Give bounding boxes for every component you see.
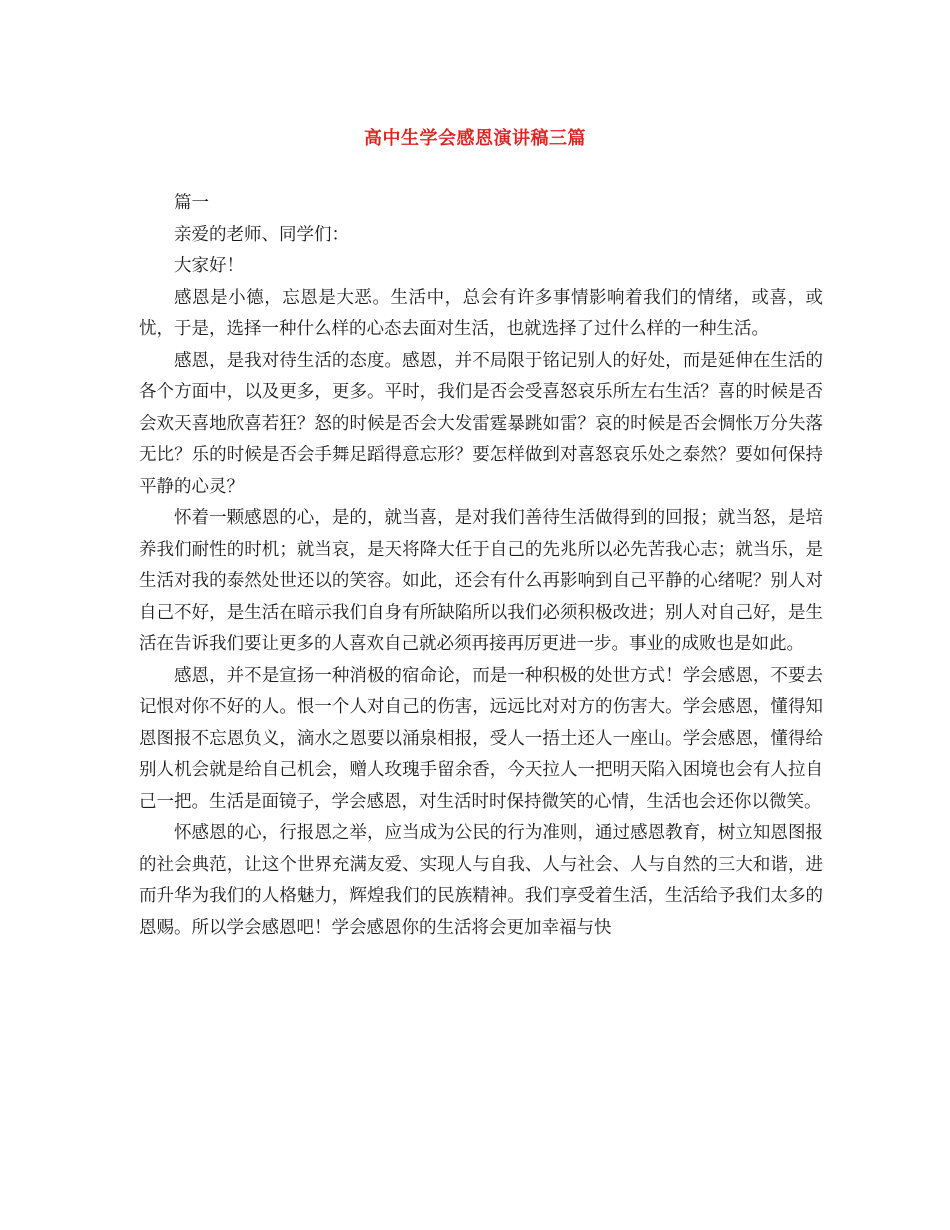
paragraph-4: 感恩，并不是宣扬一种消极的宿命论，而是一种积极的处世方式！学会感恩，不要去记恨对你不好的人。恨一个人对自己的伤害，远远比对对方的伤害大。学会感恩，懂得知恩图报不忘恩负义，滴水之恩要以涌泉相报，受人一捂土还人一座山。学会感恩，懂得给别人机会就是给自己机会，赠人玫瑰手留余香，今天拉人一把明天陷入困境也会有人拉自己一把。生活是面镜子，学会感恩，对生活时时保持微笑的心情，生活也会还你以微笑。 xyxy=(139,665,823,812)
document-body xyxy=(139,188,823,944)
document-title: 高中生学会感恩演讲稿三篇 xyxy=(364,128,586,149)
salutation: 亲爱的老师、同学们： xyxy=(174,224,349,245)
paragraph-5: 怀感恩的心，行报恩之举，应当成为公民的行为准则，通过感恩教育，树立知恩图报的社会典范，让这个世界充满友爱、实现人与自我、人与社会、人与自然的三大和谐，进而升华为我们的人格魅力，辉煌我们的民族精神。我们享受着生活，生活给予我们太多的恩赐。所以学会感恩吧！学会感恩你的生活将会更加幸福与快 xyxy=(139,823,823,938)
greeting: 大家好！ xyxy=(174,256,244,276)
paragraph-1: 感恩是小德，忘恩是大恶。生活中，总会有许多事情影响着我们的情绪，或喜，或忧，于是，选择一种什么样的心态去面对生活，也就选择了过什么样的一种生活。 xyxy=(139,287,823,339)
paragraph-2: 感恩，是我对待生活的态度。感恩，并不局限于铭记别人的好处，而是延伸在生活的各个方面中，以及更多，更多。平时，我们是否会受喜怒哀乐所左右生活？喜的时候是否会欢天喜地欣喜若狂？怒的时候是否会大发雷霆暴跳如雷？哀的时候是否会惆怅万分失落无比？乐的时候是否会手舞足蹈得意忘形？要怎样做到对喜怒哀乐处之泰然？要如何保持平静的心灵？ xyxy=(139,350,823,497)
section-label: 篇一 xyxy=(174,193,209,213)
paragraph-3: 怀着一颗感恩的心，是的，就当喜，是对我们善待生活做得到的回报；就当怒，是培养我们耐性的时机；就当哀，是天将降大任于自己的先兆所以必先苦我心志；就当乐，是生活对我的泰然处世还以的笑容。如此，还会有什么再影响到自己平静的心绪呢？别人对自己不好，是生活在暗示我们自身有所缺陷所以我们必须积极改进；别人对自己好，是生活在告诉我们要让更多的人喜欢自己就必须再接再厉更进一步。事业的成败也是如此。 xyxy=(139,508,823,654)
